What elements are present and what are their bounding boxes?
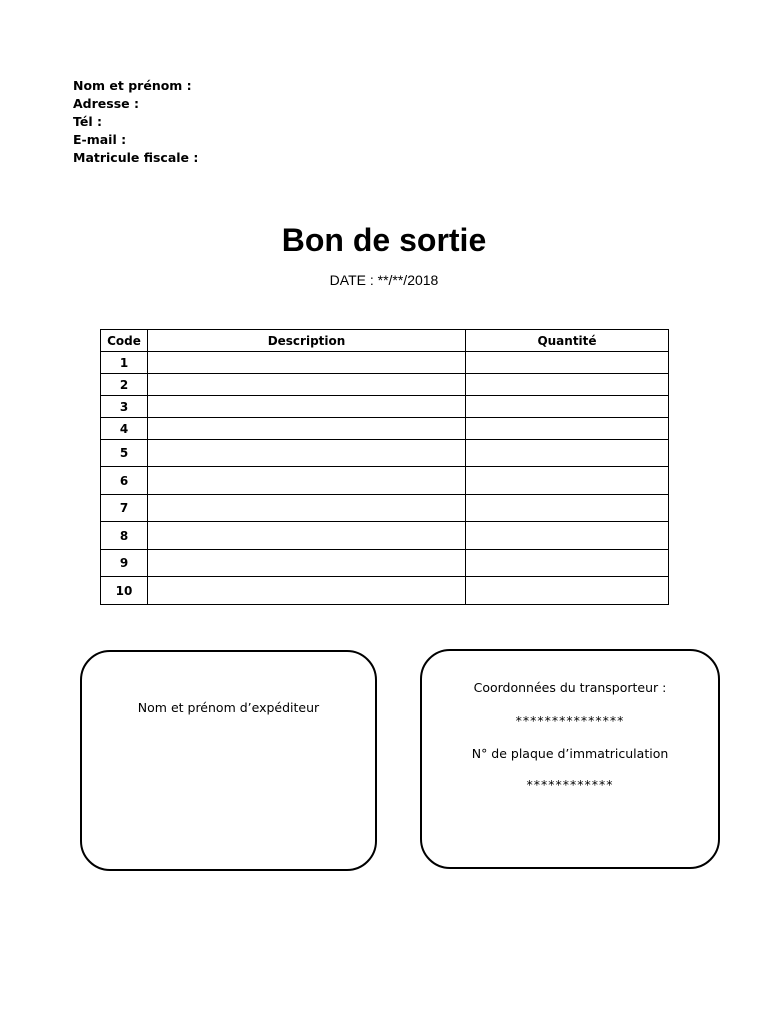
table-row bbox=[101, 495, 669, 522]
table-row bbox=[101, 577, 669, 605]
cell-description[interactable] bbox=[148, 550, 466, 577]
cell-quantity[interactable] bbox=[466, 374, 669, 396]
cell-description[interactable] bbox=[148, 522, 466, 550]
column-header-description: Description bbox=[148, 330, 466, 352]
column-header-code: Code bbox=[101, 330, 148, 352]
table-row bbox=[101, 522, 669, 550]
carrier-box-label: Coordonnées du transporteur : bbox=[473, 680, 667, 695]
cell-code: 9 bbox=[101, 550, 148, 577]
table-row bbox=[101, 550, 669, 577]
cell-quantity[interactable] bbox=[466, 495, 669, 522]
cell-quantity[interactable] bbox=[466, 467, 669, 495]
cell-description[interactable] bbox=[148, 396, 466, 418]
address-label: Adresse : bbox=[73, 96, 139, 111]
cell-code: 1 bbox=[101, 352, 148, 374]
cell-quantity[interactable] bbox=[466, 440, 669, 467]
plate-value: ************ bbox=[526, 777, 614, 792]
cell-code: 5 bbox=[101, 440, 148, 467]
cell-quantity[interactable] bbox=[466, 396, 669, 418]
sender-info-block bbox=[73, 77, 198, 167]
name-label: Nom et prénom : bbox=[73, 78, 192, 93]
sender-signature-box bbox=[80, 650, 377, 871]
cell-quantity[interactable] bbox=[466, 577, 669, 605]
cell-code: 3 bbox=[101, 396, 148, 418]
table-row bbox=[101, 467, 669, 495]
cell-description[interactable] bbox=[148, 440, 466, 467]
table-row bbox=[101, 440, 669, 467]
table-row bbox=[101, 396, 669, 418]
carrier-info-box bbox=[420, 649, 720, 869]
carrier-value: *************** bbox=[515, 713, 625, 728]
cell-code: 10 bbox=[101, 577, 148, 605]
cell-description[interactable] bbox=[148, 418, 466, 440]
phone-label: Tél : bbox=[73, 114, 102, 129]
table-row bbox=[101, 374, 669, 396]
cell-description[interactable] bbox=[148, 467, 466, 495]
document-title: Bon de sortie bbox=[281, 222, 487, 258]
plate-label: N° de plaque d’immatriculation bbox=[471, 746, 669, 761]
cell-code: 7 bbox=[101, 495, 148, 522]
cell-quantity[interactable] bbox=[466, 522, 669, 550]
table-row bbox=[101, 352, 669, 374]
cell-code: 8 bbox=[101, 522, 148, 550]
cell-code: 6 bbox=[101, 467, 148, 495]
cell-quantity[interactable] bbox=[466, 550, 669, 577]
tax-id-label: Matricule fiscale : bbox=[73, 150, 199, 165]
table-header-row bbox=[101, 330, 669, 352]
cell-code: 4 bbox=[101, 418, 148, 440]
cell-description[interactable] bbox=[148, 577, 466, 605]
items-table bbox=[100, 329, 669, 605]
table-row bbox=[101, 418, 669, 440]
cell-description[interactable] bbox=[148, 374, 466, 396]
email-label: E-mail : bbox=[73, 132, 127, 147]
cell-quantity[interactable] bbox=[466, 352, 669, 374]
cell-quantity[interactable] bbox=[466, 418, 669, 440]
cell-description[interactable] bbox=[148, 495, 466, 522]
sender-box-label: Nom et prénom d’expéditeur bbox=[137, 700, 320, 715]
document-date: DATE : **/**/2018 bbox=[329, 272, 439, 288]
cell-code: 2 bbox=[101, 374, 148, 396]
column-header-quantity: Quantité bbox=[466, 330, 669, 352]
cell-description[interactable] bbox=[148, 352, 466, 374]
